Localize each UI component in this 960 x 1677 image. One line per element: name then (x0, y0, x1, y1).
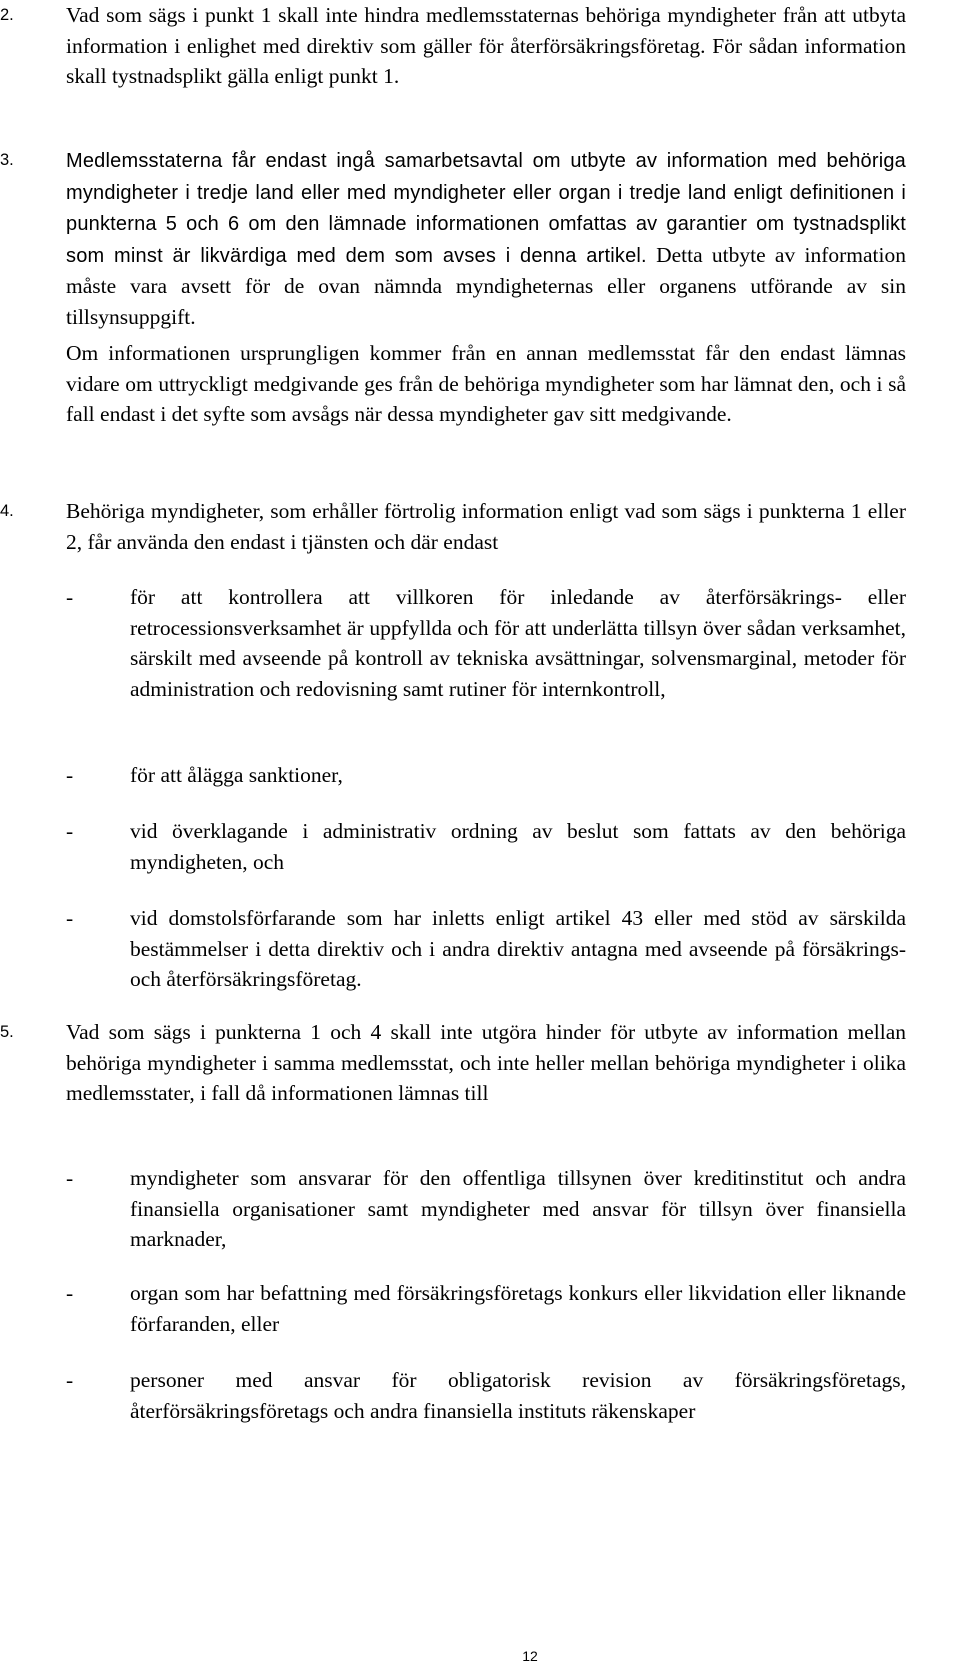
item-number-4: 4. (0, 502, 14, 520)
bullet-text: organ som har befattning med försäkringsföretags konkurs eller likvidation eller liknande förfaranden, eller (130, 1281, 906, 1336)
bullet-text: för att kontrollera att villkoren för inledande av återförsäkrings- eller retrocessionsverksamhet är uppfyllda och för att underlätta tillsyn över sådan verksamhet, särskilt med avseende på kontroll av tekniska avsättningar, solvensmarginal, metoder för administration och redovisning samt rutiner för internkontroll, (130, 585, 906, 701)
item-3-text-sans: Medlemsstaterna får endast ingå samarbetsavtal om utbyte av information med behöriga myndigheter i tredje land eller med myndigheter eller organ i tredje land enligt definitionen i punkterna 5 och 6 om den lämnade informationen omfattas av garantier om tystnadsplikt som minst är likvärdiga med dem som avses i denna artikel. (66, 150, 906, 267)
bullet-dash: - (66, 1281, 74, 1305)
bullet-text: vid överklagande i administrativ ordning av beslut som fattats av den behöriga myndigheten, och (130, 819, 906, 874)
bullet-dash: - (66, 906, 74, 930)
bullet-text: för att ålägga sanktioner, (130, 763, 343, 787)
bullet-dash: - (66, 763, 74, 787)
bullet-dash: - (66, 585, 74, 609)
item-4-text: Behöriga myndigheter, som erhåller förtrolig information enligt vad som sägs i punkterna 1 eller 2, får använda den endast i tjänsten och där endast (66, 499, 906, 554)
bullet-text: vid domstolsförfarande som har inletts enligt artikel 43 eller med stöd av särskilda bestämmelser i detta direktiv och i andra direktiv antagna med avseende på försäkrings- och återförsäkringsföretag. (130, 906, 906, 991)
page-number: 12 (522, 1648, 538, 1664)
item-3-text (66, 145, 906, 332)
item-3-text-serif: Detta utbyte av information måste vara avsett för de ovan nämnda myndigheternas eller organens utförande av sin tillsynsuppgift. (66, 242, 906, 329)
bullet-text: personer med ansvar för obligatorisk revision av försäkringsföretags, återförsäkringsföretags och andra finansiella instituts räkenskaper (130, 1368, 906, 1423)
bullet-dash: - (66, 1368, 74, 1392)
item-3-paragraph-2: Om informationen ursprungligen kommer från en annan medlemsstat får den endast lämnas vidare om uttryckligt medgivande ges från de behöriga myndigheter som har lämnat den, och i så fall endast i det syfte som avsågs när dessa myndigheter gav sitt medgivande. (66, 341, 906, 426)
bullet-dash: - (66, 1166, 74, 1190)
item-number-3: 3. (0, 151, 14, 169)
bullet-dash: - (66, 819, 74, 843)
item-number-5: 5. (0, 1023, 14, 1041)
item-5-text: Vad som sägs i punkterna 1 och 4 skall inte utgöra hinder för utbyte av information mellan behöriga myndigheter i samma medlemsstat, och inte heller mellan behöriga myndigheter i olika medlemsstater, i fall då informationen lämnas till (66, 1020, 906, 1105)
item-number-2: 2. (0, 6, 14, 24)
bullet-text: myndigheter som ansvarar för den offentliga tillsynen över kreditinstitut och andra finansiella organisationer samt myndigheter med ansvar för tillsyn över finansiella marknader, (130, 1166, 906, 1251)
item-2-text: Vad som sägs i punkt 1 skall inte hindra medlemsstaternas behöriga myndigheter från att utbyta information i enlighet med direktiv som gäller för återförsäkringsföretag. För sådan information skall tystnadsplikt gälla enligt punkt 1. (66, 3, 906, 88)
